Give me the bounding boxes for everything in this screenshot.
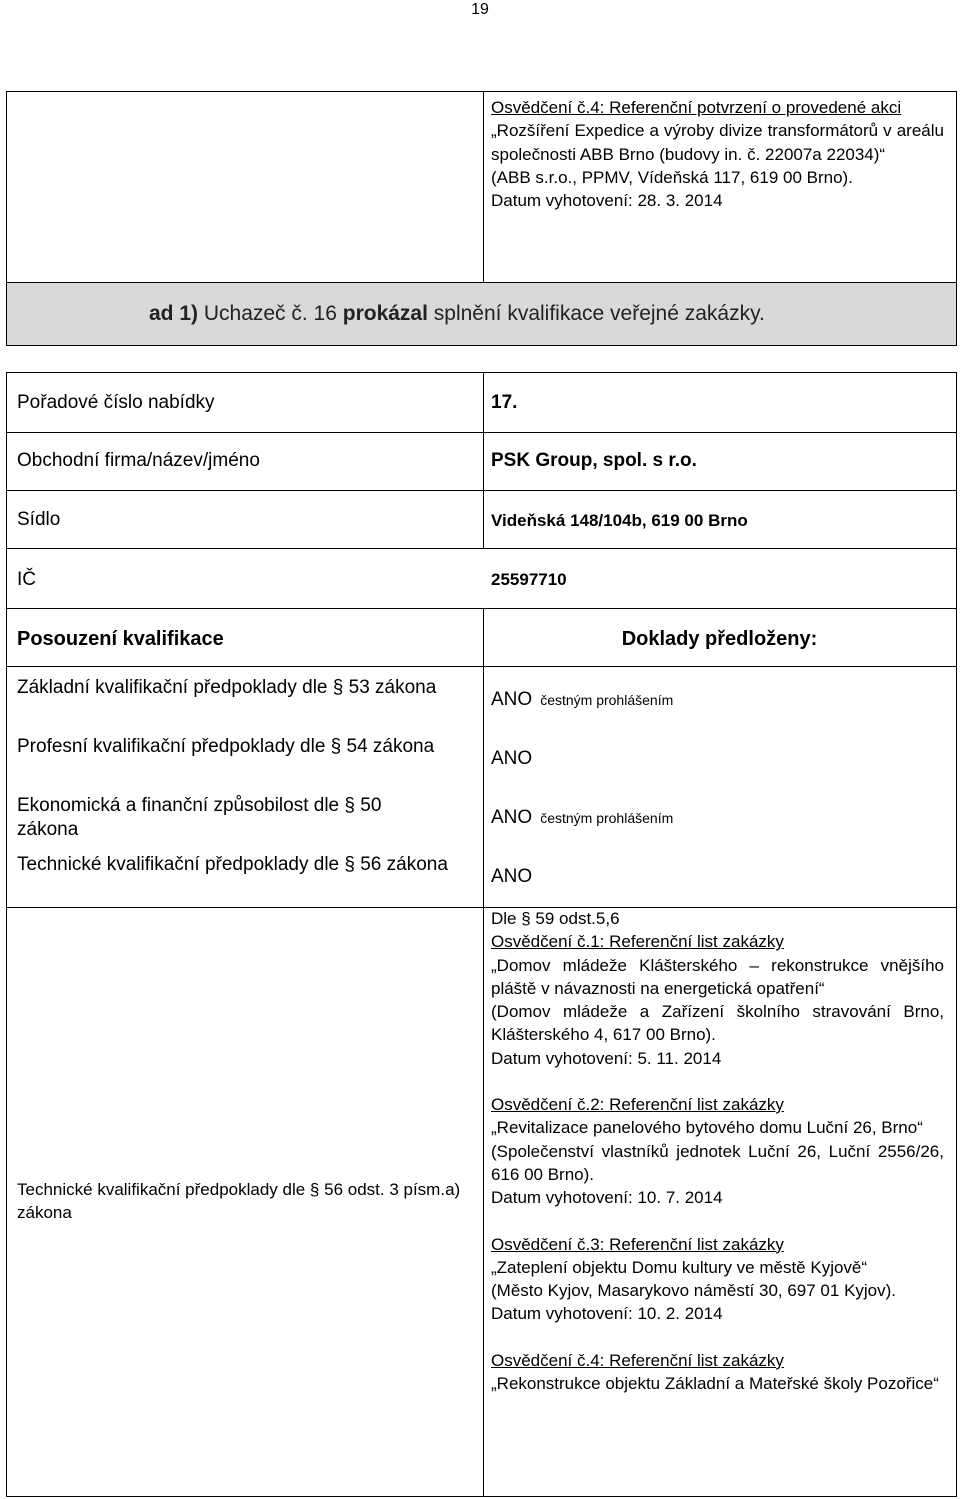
top-certificate-title: Osvědčení č.4: Referenční potvrzení o provedené akci bbox=[491, 98, 902, 117]
requirement-professional: Profesní kvalifikační předpoklady dle § 54 zákona bbox=[17, 736, 435, 757]
certificate-2-date: Datum vyhotovení: 10. 7. 2014 bbox=[491, 1188, 723, 1208]
top-certificate-client: (ABB s.r.o., PPMV, Vídeňská 117, 619 00 Brno). bbox=[491, 167, 853, 187]
certificate-1-date: Datum vyhotovení: 5. 11. 2014 bbox=[491, 1048, 722, 1068]
technical-certificates bbox=[491, 907, 944, 1395]
technical-intro: Dle § 59 odst.5,6 bbox=[491, 909, 620, 928]
certificate-2 bbox=[491, 1093, 944, 1209]
certificate-4-project: „Rekonstrukce objektu Základní a Mateřské školy Pozořice“ bbox=[491, 1374, 939, 1394]
certificate-3-project: „Zateplení objektu Domu kultury ve městě Kyjově“ bbox=[491, 1257, 868, 1277]
top-certificate-project: „Rozšíření Expedice a výroby divize transformátorů v areálu společnosti ABB Brno (budovy in. č. 22007a 22034)“ bbox=[491, 121, 944, 164]
main-table-border-left bbox=[6, 372, 7, 1497]
answer-economic-value: ANO bbox=[491, 807, 533, 828]
assessment-header-left: Posouzení kvalifikace bbox=[17, 628, 224, 650]
row-line-3 bbox=[6, 548, 957, 549]
certificate-3-client: (Město Kyjov, Masarykovo náměstí 30, 697 01 Kyjov). bbox=[491, 1281, 897, 1301]
answer-economic bbox=[491, 806, 673, 830]
technical-detail-label: Technické kvalifikační předpoklady dle § 56 odst. 3 písm.a) zákona bbox=[17, 1180, 461, 1223]
main-table-border-bottom bbox=[6, 1496, 957, 1497]
certificate-4-title: Osvědčení č.4: Referenční list zakázky bbox=[491, 1350, 784, 1370]
row-line-1 bbox=[6, 432, 957, 433]
certificate-2-title: Osvědčení č.2: Referenční list zakázky bbox=[491, 1095, 784, 1115]
certificate-2-client: (Společenství vlastníků jednotek Luční 26, Luční 2556/26, 616 00 Brno). bbox=[491, 1141, 944, 1184]
top-table-border-top bbox=[6, 91, 957, 92]
answer-professional bbox=[491, 747, 532, 771]
requirement-technical: Technické kvalifikační předpoklady dle § 56 zákona bbox=[17, 854, 448, 875]
answer-technical-value: ANO bbox=[491, 866, 533, 887]
order-label: Pořadové číslo nabídky bbox=[17, 392, 215, 413]
banner-text1: Uchazeč č. 16 bbox=[198, 302, 343, 325]
row-line-5 bbox=[6, 666, 957, 667]
certificate-3-title: Osvědčení č.3: Referenční list zakázky bbox=[491, 1234, 784, 1254]
page-number: 19 bbox=[471, 1, 489, 18]
top-table-divider bbox=[483, 91, 484, 282]
certificate-4 bbox=[491, 1349, 944, 1396]
top-table-border-left bbox=[6, 91, 7, 282]
certificate-1-project: „Domov mládeže Klášterského – rekonstrukce vnějšího pláště v návaznosti na energetická opatření“ bbox=[491, 955, 944, 998]
answer-basic bbox=[491, 688, 673, 712]
ic-value: 25597710 bbox=[491, 570, 567, 589]
main-table-border-right bbox=[956, 372, 957, 1497]
requirement-economic: Ekonomická a finanční způsobilost dle § 50 zákona bbox=[17, 795, 382, 840]
certificate-1 bbox=[491, 930, 944, 1070]
row-line-2 bbox=[6, 490, 957, 491]
answer-basic-note: čestným prohlášením bbox=[540, 692, 674, 708]
ic-label: IČ bbox=[17, 569, 36, 590]
certificate-2-project: „Revitalizace panelového bytového domu Luční 26, Brno“ bbox=[491, 1118, 923, 1138]
banner-bold: prokázal bbox=[342, 302, 428, 325]
firm-label: Obchodní firma/název/jméno bbox=[17, 450, 260, 471]
certificate-3 bbox=[491, 1233, 944, 1326]
answer-professional-value: ANO bbox=[491, 748, 533, 769]
certificate-1-client: (Domov mládeže a Zařízení školního stravování Brno, Klášterského 4, 617 00 Brno). bbox=[491, 1002, 944, 1045]
order-value: 17. bbox=[491, 392, 518, 413]
answer-basic-value: ANO bbox=[491, 689, 533, 710]
seat-value: Videňská 148/104b, 619 00 Brno bbox=[491, 511, 748, 530]
answer-economic-note: čestným prohlášením bbox=[540, 810, 674, 826]
top-certificate bbox=[491, 96, 944, 212]
row-line-4 bbox=[6, 608, 957, 609]
assessment-header-right: Doklady předloženy: bbox=[621, 628, 818, 650]
banner-text2: splnění kvalifikace veřejné zakázky. bbox=[427, 302, 765, 325]
top-certificate-date: Datum vyhotovení: 28. 3. 2014 bbox=[491, 191, 723, 211]
answer-technical bbox=[491, 865, 532, 889]
result-banner-text bbox=[149, 302, 765, 326]
result-banner bbox=[6, 282, 957, 346]
main-table-border-top bbox=[6, 372, 957, 373]
info-divider bbox=[483, 372, 484, 548]
firm-value: PSK Group, spol. s r.o. bbox=[491, 450, 697, 471]
top-table-border-right bbox=[956, 91, 957, 282]
banner-prefix: ad 1) bbox=[149, 302, 199, 325]
seat-label: Sídlo bbox=[17, 509, 61, 530]
assessment-divider bbox=[483, 608, 484, 1496]
certificate-1-title: Osvědčení č.1: Referenční list zakázky bbox=[491, 932, 784, 952]
requirement-basic: Základní kvalifikační předpoklady dle § 53 zákona bbox=[17, 677, 437, 698]
certificate-3-date: Datum vyhotovení: 10. 2. 2014 bbox=[491, 1304, 723, 1324]
